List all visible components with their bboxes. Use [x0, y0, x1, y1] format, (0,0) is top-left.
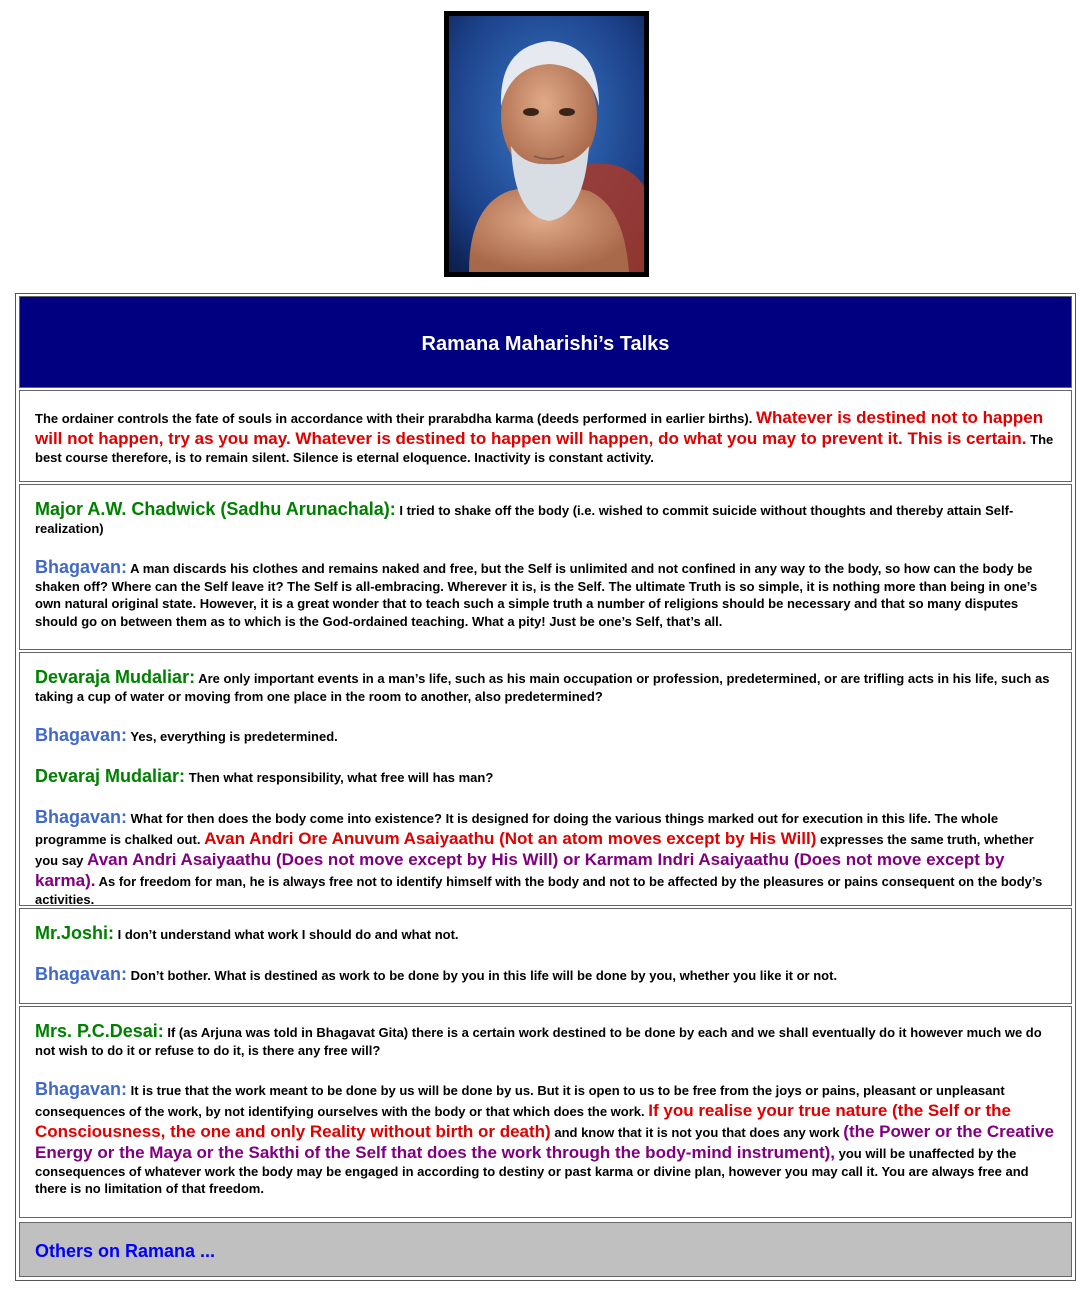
speaker-name: Mrs. P.C.Desai:: [35, 1021, 164, 1041]
answer-text: It is true that the work meant to be done by us will be done by us. But it is open to us to be free from the joys or pains, pleasant or unpleasant consequences of the work, by not identifying ourselves with the body or that which does the work.: [35, 1083, 1005, 1119]
answer-emphasis-purple: Avan Andri Asaiyaathu (Does not move except by His Will) or Karmam Indri Asaiyaathu (Does not move except by karma).: [35, 849, 1005, 890]
speaker-name: Major A.W. Chadwick (Sadhu Arunachala):: [35, 499, 396, 519]
intro-text: The ordainer controls the fate of souls in accordance with their prarabdha karma (deeds performed in earlier births).: [35, 411, 753, 426]
answer-text: As for freedom for man, he is always free not to identify himself with the body and not to be affected by the pleasures or pains consequent on the body’s activities.: [35, 873, 1043, 907]
intro-paragraph: [35, 407, 1057, 467]
speaker-name: Devaraj Mudaliar:: [35, 766, 186, 786]
answer-text: Yes, everything is predetermined.: [130, 729, 338, 744]
speaker-name: Bhagavan:: [35, 964, 128, 984]
question-paragraph: [35, 925, 1057, 944]
speaker-name: Devaraja Mudaliar:: [35, 667, 196, 687]
dialogue-mudaliar: [19, 652, 1072, 906]
dialogue-desai: [19, 1006, 1072, 1218]
answer-emphasis-purple: (the Power or the Creative Energy or the Maya or the Sakthi of the Self that does the work through the body-mind instrument),: [35, 1121, 1054, 1162]
question-paragraph: [35, 768, 1057, 787]
answer-paragraph: [35, 727, 1057, 746]
question-paragraph: [35, 1023, 1057, 1059]
answer-emphasis-red: If you realise your true nature (the Self or the Consciousness, the one and only Reality without birth or death): [35, 1100, 1012, 1141]
question-paragraph: [35, 501, 1057, 537]
page-title: Ramana Maharishi’s Talks: [421, 333, 670, 355]
answer-text: What for then does the body come into existence? It is designed for doing the various things marked out for execution in this life. The whole programme is chalked out.: [35, 811, 999, 847]
speaker-name: Bhagavan:: [35, 557, 128, 577]
talks-table: [15, 293, 1076, 1281]
answer-paragraph: [35, 1081, 1057, 1198]
speaker-name: Mr.Joshi:: [35, 923, 115, 943]
answer-paragraph: [35, 809, 1057, 908]
title-banner: [19, 296, 1072, 388]
footer-section: [19, 1222, 1072, 1277]
answer-emphasis-red: Avan Andri Ore Anuvum Asaiyaathu (Not an atom moves except by His Will): [204, 828, 817, 848]
portrait-photo: [444, 11, 649, 277]
dialogue-joshi: [19, 908, 1072, 1004]
answer-text: expresses the same truth, whether you say: [35, 831, 1034, 868]
others-on-ramana-link[interactable]: Others on Ramana ...: [35, 1241, 216, 1261]
answer-text: Don’t bother. What is destined as work to be done by you in this life will be done by you, whether you like it or not.: [130, 968, 838, 983]
intro-section: [19, 390, 1072, 482]
question-text: I tried to shake off the body (i.e. wished to commit suicide without thoughts and thereby attain Self-realization): [35, 503, 1014, 536]
question-text: I don’t understand what work I should do and what not.: [117, 927, 459, 942]
speaker-name: Bhagavan:: [35, 1079, 128, 1099]
speaker-name: Bhagavan:: [35, 725, 128, 745]
answer-text: A man discards his clothes and remains naked and free, but the Self is unlimited and not confined in any way to the body, so how can the body be shaken off? Where can the Self leave it? The Self is all-embracing. Wherever it is, is the Self. The ultimate Truth is so simple, it is nothing more than being in one’s own natural original state. However, it is a great wonder that to teach such a simple truth a number of religions should be necessary and that so many disputes should go on between them as to which is the God-ordained teaching. What a pity! Just be one’s Self, that’s all.: [35, 561, 1038, 629]
answer-paragraph: [35, 559, 1057, 630]
question-text: If (as Arjuna was told in Bhagavat Gita) there is a certain work destined to be done by each and we shall eventually do it however much we do not wish to do it or refuse to do it, is there any free will?: [35, 1025, 1042, 1058]
dialogue-chadwick: [19, 484, 1072, 650]
answer-text: you will be unaffected by the consequences of whatever work the body may be engaged in according to destiny or past karma or divine plan, however you may call it. You are always free and there is no limitation of that freedom.: [35, 1145, 1029, 1196]
portrait-image: [449, 16, 644, 272]
intro-emphasis: Whatever is destined not to happen will not happen, try as you may. Whatever is destined to happen will happen, do what you may to prevent it. This is certain.: [35, 408, 1044, 448]
speaker-name: Bhagavan:: [35, 807, 128, 827]
answer-paragraph: [35, 966, 1057, 985]
question-paragraph: [35, 669, 1057, 705]
intro-text-end: The best course therefore, is to remain silent. Silence is eternal eloquence. Inactivity is constant activity.: [35, 432, 1054, 465]
answer-text: and know that it is not you that does any work: [554, 1124, 840, 1140]
question-text: Then what responsibility, what free will has man?: [188, 770, 494, 785]
question-text: Are only important events in a man’s life, such as his main occupation or profession, predetermined, or are trifling acts in his life, such as taking a cup of water or moving from one place in the room to another, also predetermined?: [35, 671, 1050, 704]
